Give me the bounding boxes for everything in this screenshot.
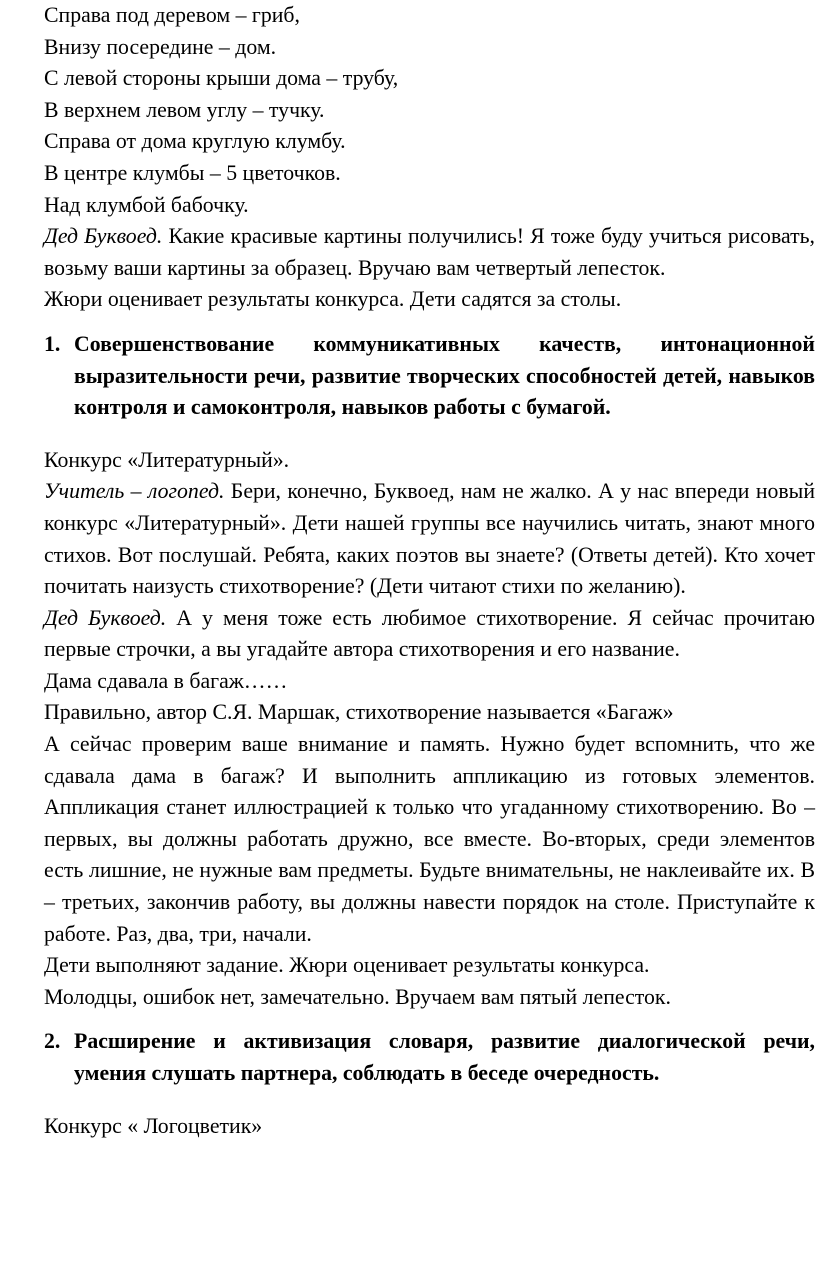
- heading-text: Расширение и активизация словаря, развитие диалогической речи, умения слушать партнера, соблюдать в беседе очередность.: [74, 1029, 815, 1085]
- attention-paragraph: А сейчас проверим ваше внимание и память. Нужно будет вспомнить, что же сдавала дама в багаж? И выполнить аппликацию из готовых элементов. Аппликация станет иллюстрацией к только что угаданному стихотворению. Во – первых, вы должны работать дружно, все вместе. Во-вторых, среди элементов есть лишние, не нужные вам предметы. Будьте внимательны, не наклеивайте их. В – третьих, закончив работу, вы должны навести порядок на столе. Приступайте к работе. Раз, два, три, начали.: [44, 732, 815, 946]
- contest-title-logotsvetik: Конкурс « Логоцветик»: [44, 1113, 263, 1138]
- jury-note-2: Дети выполняют задание. Жюри оценивает результаты конкурса.: [44, 953, 650, 978]
- paragraph-text: Бери, конечно, Буквоед, нам не жалко. А у нас впереди новый конкурс «Литературный». Дети нашей группы все научились читать, знают много стихов. Вот послушай. Ребята, каких поэтов вы знаете? (Ответы детей). Кто хочет почитать наизусть стихотворение? (Дети читают стихи по желанию).: [44, 479, 815, 599]
- speaker-ded-buquoed: Дед Буквоед.: [44, 605, 167, 630]
- intro-lines: [44, 0, 815, 221]
- ded-buquoed-paragraph-1: [44, 221, 815, 284]
- jury-note-1: Жюри оценивает результаты конкурса. Дети садятся за столы.: [44, 287, 622, 312]
- baggage-line: Дама сдавала в багаж……: [44, 668, 288, 693]
- intro-line: С левой стороны крыши дома – трубу,: [44, 66, 399, 91]
- document-page: [44, 0, 815, 1142]
- speaker-ded-buquoed: Дед Буквоед.: [44, 224, 163, 249]
- praise-line: Молодцы, ошибок нет, замечательно. Вручаем вам пятый лепесток.: [44, 984, 671, 1009]
- heading-number: 2.: [44, 1029, 61, 1054]
- teacher-paragraph: [44, 476, 815, 602]
- section-heading-1: [44, 329, 815, 424]
- intro-line: Справа под деревом – гриб,: [44, 3, 300, 27]
- heading-text: Совершенствование коммуникативных качеств, интонационной выразительности речи, развитие творческих способностей детей, навыков контроля и самоконтроля, навыков работы с бумагой.: [74, 331, 815, 420]
- intro-line: Справа от дома круглую клумбу.: [44, 129, 346, 154]
- paragraph-text: Какие красивые картины получились! Я тоже буду учиться рисовать, возьму ваши картины за образец. Вручаю вам четвертый лепесток.: [44, 224, 815, 280]
- intro-line: В центре клумбы – 5 цветочков.: [44, 160, 341, 185]
- heading-number: 1.: [44, 331, 61, 356]
- correct-answer-line: Правильно, автор С.Я. Маршак, стихотворение называется «Багаж»: [44, 700, 674, 725]
- contest-title-literary: Конкурс «Литературный».: [44, 447, 290, 472]
- paragraph-text: А у меня тоже есть любимое стихотворение. Я сейчас прочитаю первые строчки, а вы угадайте автора стихотворения и его название.: [44, 605, 815, 662]
- intro-line: Внизу посередине – дом.: [44, 34, 277, 59]
- intro-line: В верхнем левом углу – тучку.: [44, 97, 325, 122]
- speaker-teacher: Учитель – логопед.: [44, 479, 225, 504]
- ded-buquoed-paragraph-2: [44, 603, 815, 666]
- section-heading-2: [44, 1026, 815, 1089]
- intro-line: Над клумбой бабочку.: [44, 192, 249, 217]
